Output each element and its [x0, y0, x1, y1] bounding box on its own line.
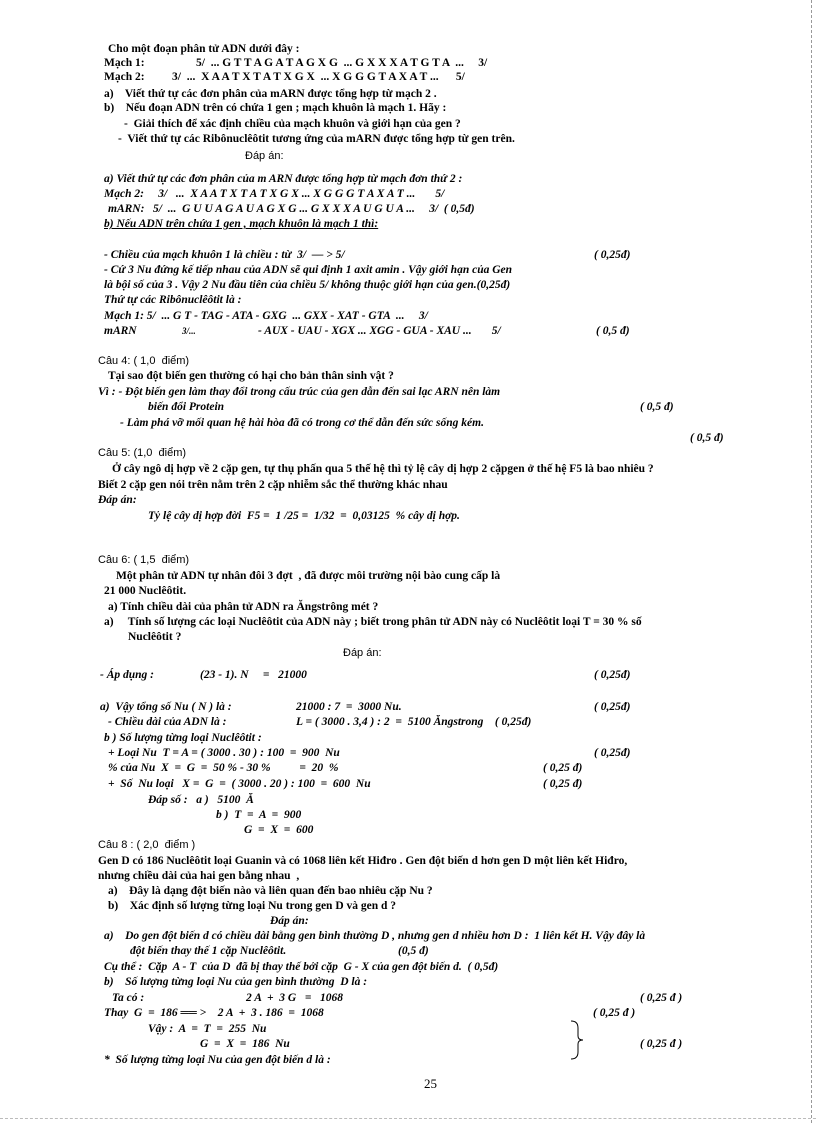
answer-b-text1: - Cứ 3 Nu đứng kế tiếp nhau của ADN sẽ qui định 1 axit amin . Vậy giới hạn của Gen — [104, 264, 513, 276]
question6-text1: Một phân tử ADN tự nhân đôi 3 đợt , đã được môi trường nội bào cung cấp là — [116, 570, 501, 582]
ribo-title: Thứ tự các Ribônuclêôtit là : — [104, 294, 242, 306]
ribo-mrna-label: mARN — [104, 325, 137, 337]
length-label: - Chiều dài của ADN là : — [108, 716, 227, 728]
result-a: Đáp số : a ) 5100 Ă — [148, 794, 254, 806]
score: (0,5 đ) — [398, 945, 429, 957]
question6-text2: 21 000 Nuclêôtit. — [104, 585, 187, 597]
score: ( 0,5 đ) — [640, 401, 674, 413]
question8-title: Câu 8 : ( 2,0 điểm ) — [98, 839, 196, 851]
ribo-mrna-prefix: 3/... — [182, 326, 196, 336]
question6-b-cont: Nuclêôtit ? — [128, 631, 182, 643]
answer-a-title: a) Viết thứ tự các đơn phân của m ARN được tổng hợp từ mạch đơn thứ 2 : — [104, 173, 463, 185]
answer8-a2: đột biến thay thế 1 cặp Nuclêôtit. — [130, 945, 287, 957]
score: ( 0,25đ) — [594, 669, 631, 681]
answer4-line1: Vì : - Đột biến gen làm thay đổi trong cấu trúc của gen dẫn đến sai lạc ARN nên làm — [98, 386, 501, 398]
answer8-a1: a) Do gen đột biến d có chiều dài bằng gen bình thường D , nhưng gen d nhiều hơn D : 1 liên kết H. Vậy đây là — [104, 930, 646, 942]
score: ( 0,25đ) — [594, 747, 631, 759]
question5-title: Câu 5: (1,0 điểm) — [98, 447, 187, 459]
question6-b: a) Tính số lượng các loại Nuclêôtit của ADN này ; biết trong phân tử ADN này có Nuclêôtit loại T = 30 % số — [104, 616, 642, 628]
question-b: b) Nếu đoạn ADN trên có chứa 1 gen ; mạch khuôn là mạch 1. Hãy : — [104, 102, 447, 114]
question6-a: a) Tính chiều dài của phân tử ADN ra Ăngstrông mét ? — [108, 601, 379, 613]
page-border-right — [811, 0, 812, 1123]
apply-label: - Áp dụng : — [100, 669, 154, 681]
strand1-label: Mạch 1: — [104, 57, 145, 69]
length-value: L = ( 3000 . 3,4 ) : 2 = 5100 Ăngstrong ( 0,25đ) — [296, 716, 532, 728]
answer-strand2: Mạch 2: 3/ ... X A A T X T A T X G X ... X G G G T A X A T ... 5/ — [104, 188, 445, 200]
question6-title: Câu 6: ( 1,5 điểm) — [98, 554, 190, 566]
score: ( 0,25 đ ) — [640, 1038, 683, 1050]
question8-a: a) Đây là dạng đột biến nào và liên quan đến bao nhiêu cặp Nu ? — [108, 885, 433, 897]
answer8-gx: G = X = 186 Nu — [200, 1038, 290, 1050]
total-label: a) Vậy tổng số Nu ( N ) là : — [100, 701, 232, 713]
intro-line: Cho một đoạn phân tử ADN dưới đây : — [108, 43, 300, 55]
score: ( 0,25đ) — [594, 249, 631, 261]
question8-b: b) Xác định số lượng từng loại Nu trong gen D và gen d ? — [108, 900, 397, 912]
answer-heading: Đáp án: — [245, 150, 284, 162]
count-percent: % của Nu X = G = 50 % - 30 % = 20 % — [108, 762, 339, 774]
answer4-line3: - Làm phá vỡ mối quan hệ hài hòa đã có trong cơ thể dẫn đến sức sống kém. — [120, 417, 484, 429]
question-a: a) Viết thứ tự các đơn phân của mARN được tổng hợp từ mạch 2 . — [104, 88, 437, 100]
answer-heading: Đáp án: — [270, 915, 309, 927]
score: ( 0,25 đ) — [543, 762, 583, 774]
strand2-label: Mạch 2: — [104, 71, 145, 83]
count-x: + Số Nu loại X = G = ( 3000 . 20 ) : 100 = 600 Nu — [108, 778, 371, 790]
answer8-at: Vậy : A = T = 255 Nu — [148, 1023, 267, 1035]
strand2-sequence: 3/ ... X A A T X T A T X G X ... X G G G T A X A T ... 5/ — [172, 71, 465, 83]
score: ( 0,5 đ) — [596, 325, 630, 337]
question4-title: Câu 4: ( 1,0 điểm) — [98, 355, 190, 367]
score: ( 0,25 đ ) — [640, 992, 683, 1004]
score: ( 0,25đ) — [594, 701, 631, 713]
question-b-2: - Viết thứ tự các Ribônuclêôtit tương ứng của mARN được tổng hợp từ gen trên. — [118, 133, 515, 145]
score: ( 0,25 đ ) — [593, 1007, 636, 1019]
apply-formula: (23 - 1). N = 21000 — [200, 669, 307, 681]
page-number: 25 — [424, 1076, 437, 1091]
answer-b-text2: là bội số của 3 . Vậy 2 Nu đầu tiên của chiều 5/ không thuộc giới hạn của gen.(0,25đ) — [104, 279, 511, 291]
answer8-tacó: Ta có : — [112, 992, 145, 1004]
strand1-sequence: 5/ ... G T T A G A T A G X G ... G X X X A T G T A ... 3/ — [196, 57, 488, 69]
ribo-strand1: Mạch 1: 5/ ... G T - TAG - ATA - GXG ... GXX - XAT - GTA ... 3/ — [104, 310, 428, 322]
answer8-eq2: Thay G = 186 ══ > 2 A + 3 . 186 = 1068 — [104, 1007, 324, 1019]
count-title: b ) Số lượng từng loại Nuclêôtit : — [104, 732, 262, 744]
count-t: + Loại Nu T = A = ( 3000 . 30 ) : 100 = 900 Nu — [108, 747, 340, 759]
question4-text: Tại sao đột biến gen thường có hại cho bản thân sinh vật ? — [108, 370, 394, 382]
answer-heading: Đáp án: — [343, 647, 382, 659]
right-brace — [570, 1020, 584, 1060]
answer-b-title: b) Nếu ADN trên chứa 1 gen , mạch khuôn là mạch 1 thì: — [104, 218, 379, 230]
answer8-b-title: b) Số lượng từng loại Nu của gen bình thường D là : — [104, 976, 368, 988]
answer5-heading: Đáp án: — [98, 494, 137, 506]
answer8-detail: Cụ thể : Cặp A - T của D đã bị thay thế bởi cặp G - X của gen đột biến d. ( 0,5đ) — [104, 961, 499, 973]
question-b-1: - Giải thích để xác định chiều của mạch khuôn và giới hạn của gen ? — [124, 118, 461, 130]
answer8-mutant: * Số lượng từng loại Nu của gen đột biến d là : — [104, 1054, 331, 1066]
answer-mrna: mARN: 5/ ... G U U A G A U A G X G ... G X X X A U G U A ... 3/ ( 0,5đ) — [108, 203, 475, 215]
question8-text2: nhưng chiều dài của hai gen bằng nhau , — [98, 870, 300, 882]
question5-text2: Biết 2 cặp gen nói trên nằm trên 2 cặp nhiễm sắc thể thường khác nhau — [98, 479, 448, 491]
question5-text1: Ở cây ngô dị hợp về 2 cặp gen, tự thụ phấn qua 5 thế hệ thì tỷ lệ cây dị hợp 2 cặpgen ở thế hệ F5 là bao nhiêu ? — [112, 463, 654, 475]
total-value: 21000 : 7 = 3000 Nu. — [296, 701, 402, 713]
page-border-bottom — [0, 1118, 816, 1119]
score: ( 0,5 đ) — [690, 432, 724, 444]
answer-b-direction: - Chiều của mạch khuôn 1 là chiều : từ 3/ — > 5/ — [104, 249, 345, 261]
score: ( 0,25 đ) — [543, 778, 583, 790]
result-b1: b ) T = A = 900 — [216, 809, 302, 821]
answer4-line2: biến đổi Protein — [148, 401, 225, 413]
answer8-eq1: 2 A + 3 G = 1068 — [246, 992, 344, 1004]
question8-text1: Gen D có 186 Nuclêôtit loại Guanin và có 1068 liên kết Hiđro . Gen đột biến d hơn gen D một liên kết Hiđro, — [98, 855, 628, 867]
ribo-mrna-seq: - AUX - UAU - XGX ... XGG - GUA - XAU ... 5/ — [258, 325, 501, 337]
result-b2: G = X = 600 — [244, 824, 314, 836]
answer5-result: Tỷ lệ cây dị hợp đời F5 = 1 /25 = 1/32 = 0,03125 % cây dị hợp. — [148, 510, 460, 522]
